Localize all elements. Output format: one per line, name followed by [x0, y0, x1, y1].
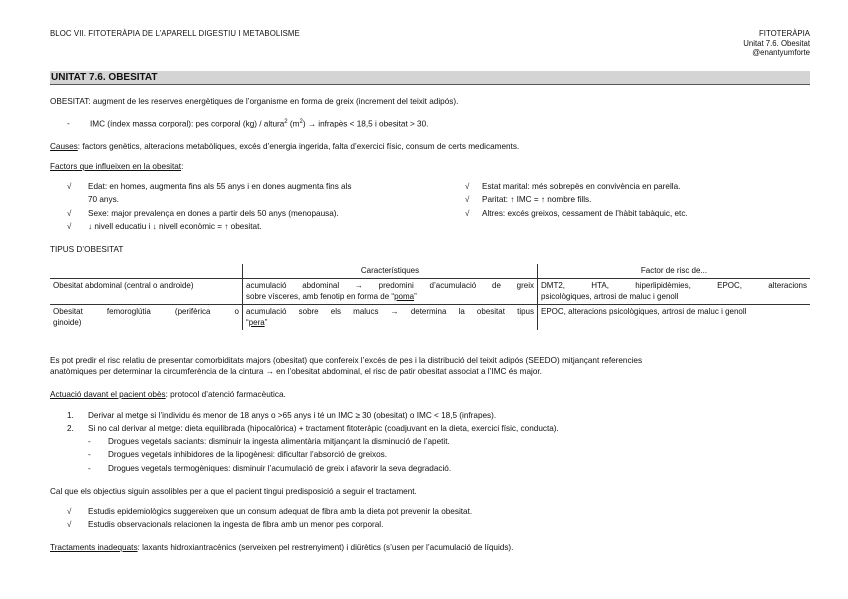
list-item: Si no cal derivar al metge: dieta equilibrada (hipocalòrica) + tractament fitoteràpic (coadjuvant en la dieta, exercici físic, conducta).	[88, 424, 559, 433]
objectius-item: Estudis epidemiològics suggereixen que un consum adequat de fibra amb la dieta pot prevenir la obesitat.	[88, 507, 473, 516]
tipus-heading: TIPUS D’OBESITAT	[50, 245, 124, 254]
car-close: ”	[414, 292, 417, 301]
check-icon: √	[465, 182, 470, 191]
objectius-text: Cal que els objectius siguin assolibles per a que el pacient tingui predisposició a seguir el tractament.	[50, 487, 417, 496]
causes-text: : factors genètics, alteracions metabòliques, excés d’energia ingerida, falta d’exercici físic, consum de certs medicaments.	[77, 142, 520, 151]
table-row	[50, 278, 810, 304]
drug-item: Drogues vegetals inhibidores de la lipogènesi: dificultar l’absorció de greixos.	[108, 450, 387, 459]
objectius-item: Estudis observacionals relacionen la ingesta de fibra amb un menor pes corporal.	[88, 520, 384, 529]
dash: -	[88, 437, 91, 446]
table-row	[50, 304, 810, 330]
header-author: @enantyumforte	[752, 48, 810, 57]
car-line	[246, 317, 534, 329]
actuacio-label: Actuació davant el pacient obès	[50, 390, 166, 399]
seedo-line: anatòmiques per determinar la circumferència de la cintura → en l’obesitat abdominal, el risc de patir obesitat associat a l’IMC és major.	[50, 367, 542, 376]
header-subject: FITOTERÀPIA	[759, 29, 810, 38]
header-left: BLOC VII. FITOTERÀPIA DE L’APARELL DIGESTIU I METABOLISME	[50, 29, 300, 38]
causes	[50, 142, 519, 151]
seedo-line: Es pot predir el risc relatiu de presentar comorbiditats majors (obesitat) que confereix l’excés de pes i la distribució del teixit adipós (SEEDO) mitjançant referencies	[50, 356, 643, 365]
drug-item: Drogues vegetals termogèniques: disminuir l’acumulació de greix i afavorir la seva degradació.	[108, 464, 452, 473]
tipus-factor-risc: EPOC, alteracions psicològiques, artrosi de maluc i genoll	[538, 304, 811, 330]
list-number: 2.	[67, 424, 74, 433]
dash: -	[88, 464, 91, 473]
risc-line: DMT2, HTA, hiperlipidèmies, EPOC, alteracions	[541, 280, 807, 290]
check-icon: √	[67, 222, 72, 231]
tractaments-label: Tractaments inadequats	[50, 543, 138, 552]
header-unit: Unitat 7.6. Obesitat	[743, 38, 810, 48]
check-icon: √	[465, 209, 470, 218]
unit-title: UNITAT 7.6. OBESITAT	[50, 71, 810, 85]
imc-sup: 2	[284, 119, 288, 125]
imc-prefix: IMC (índex massa corporal): pes corporal (kg) / altura	[90, 119, 285, 129]
car-line: acumulació sobre els malucs → determina la obesitat tipus	[246, 306, 534, 316]
check-icon: √	[67, 520, 72, 529]
imc-mid: (m	[287, 119, 300, 129]
factor-altres: Altres: excés greixos, cessament de l’hàbit tabàquic, etc.	[482, 209, 688, 218]
car-text: sobre vísceres, amb fenotip en forma de “	[246, 292, 395, 301]
tipus-factor-risc	[538, 278, 811, 304]
check-icon: √	[465, 195, 470, 204]
factor-estat-marital: Estat marital: més sobrepès en convivència en parella.	[482, 182, 681, 191]
factor-sexe: Sexe: major prevalença en dones a partir dels 50 anys (menopausa).	[88, 209, 339, 218]
factor-edat: Edat: en homes, augmenta fins als 55 anys i en dones augmenta fins als	[88, 182, 352, 191]
car-text: “	[246, 318, 249, 327]
name-line: Obesitat femoroglútia (perifèrica o	[53, 306, 239, 316]
imc-dash: -	[67, 119, 70, 128]
list-item: Derivar al metge si l’individu és menor de 18 anys o >65 anys i té un IMC ≥ 30 (obesitat) o IMC < 18,5 (infrapes).	[88, 411, 497, 420]
definition: OBESITAT: augment de les reserves energètiques de l’organisme en forma de greix (increment del teixit adipós).	[50, 97, 459, 106]
tipus-table	[50, 264, 810, 330]
car-line	[246, 291, 534, 303]
imc-line	[90, 119, 428, 129]
imc-suffix: ) → infrapès < 18,5 i obesitat > 30.	[302, 119, 429, 129]
factors-heading-text: Factors que influeixen en la obesitat	[50, 162, 182, 171]
table-header-empty	[50, 264, 243, 278]
tipus-name	[50, 304, 243, 330]
table-header-caracteristiques: Característiques	[243, 264, 538, 278]
actuacio	[50, 390, 286, 399]
list-number: 1.	[67, 411, 74, 420]
car-close: ”	[264, 318, 268, 327]
actuacio-text: : protocol d’atenció farmacèutica.	[165, 390, 286, 399]
factors-heading	[50, 162, 183, 171]
check-icon: √	[67, 182, 72, 191]
check-icon: √	[67, 507, 72, 516]
factors-colon: :	[181, 162, 184, 171]
tipus-caracteristiques	[243, 278, 538, 304]
imc-sup2: 2	[299, 119, 303, 125]
car-underlined: pera	[248, 318, 265, 327]
seedo-paragraph	[50, 355, 810, 377]
causes-label: Causes	[50, 142, 78, 151]
risc-line: psicològiques, artrosi de maluc i genoll	[541, 292, 679, 301]
car-line: acumulació abdominal → predomini d’acumulació de greix	[246, 280, 534, 290]
table-header-factor-risc: Factor de risc de...	[538, 264, 811, 278]
table-header-row	[50, 264, 810, 278]
car-underlined: poma	[394, 292, 415, 301]
drug-item: Drogues vegetals saciants: disminuir la ingesta alimentària mitjançant la disminució de l’apetit.	[108, 437, 450, 446]
factor-edat-cont: 70 anys.	[88, 195, 119, 204]
tractaments-text: : laxants hidroxiantracènics (serveixen pel restrenyiment) i diürètics (s’usen per l’acumulació de líquids).	[137, 543, 514, 552]
factor-nivell: ↓ nivell educatiu i ↓ nivell econòmic = ↑ obesitat.	[88, 222, 262, 231]
factor-paritat: Paritat: ↑ IMC = ↑ nombre fills.	[482, 195, 592, 204]
header-right	[743, 29, 810, 58]
name-line: ginoide)	[53, 318, 82, 327]
tipus-caracteristiques	[243, 304, 538, 330]
dash: -	[88, 450, 91, 459]
tractaments	[50, 543, 513, 552]
check-icon: √	[67, 209, 72, 218]
tipus-name: Obesitat abdominal (central o androide)	[50, 278, 243, 304]
